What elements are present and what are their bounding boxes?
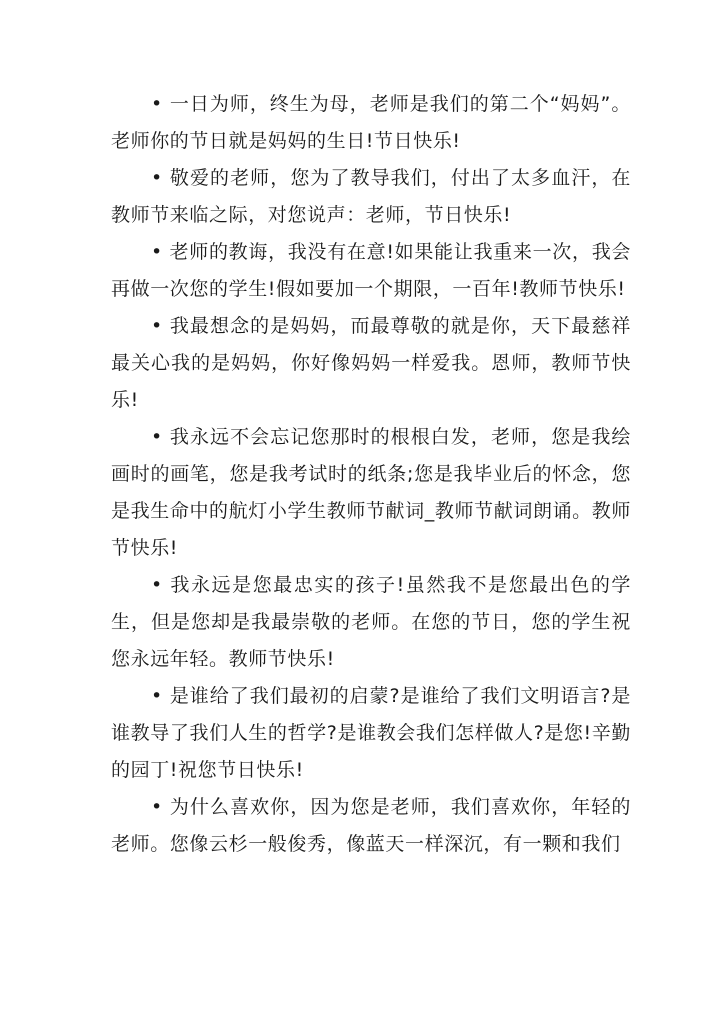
- paragraph-3: • 老师的教诲，我没有在意!如果能让我重来一次，我会再做一次您的学生!假如要加一个期限，一百年!教师节快乐!: [111, 241, 631, 300]
- paragraph-6: • 我永远是您最忠实的孩子!虽然我不是您最出色的学生，但是您却是我最崇敬的老师。在您的节日，您的学生祝您永远年轻。教师节快乐!: [111, 574, 631, 670]
- paragraph-7: • 是谁给了我们最初的启蒙?是谁给了我们文明语言?是谁教导了我们人生的哲学?是谁教会我们怎样做人?是您!辛勤的园丁!祝您节日快乐!: [111, 685, 631, 781]
- paragraph-1: • 一日为师，终生为母，老师是我们的第二个“妈妈”。老师你的节日就是妈妈的生日!节日快乐!: [111, 93, 631, 152]
- paragraph-4: • 我最想念的是妈妈，而最尊敬的就是你，天下最慈祥最关心我的是妈妈，你好像妈妈一样爱我。恩师，教师节快乐!: [111, 315, 631, 411]
- paragraph-2: • 敬爱的老师，您为了教导我们，付出了太多血汗，在教师节来临之际，对您说声：老师，节日快乐!: [111, 167, 631, 226]
- document-body: [111, 86, 631, 863]
- paragraph-5: • 我永远不会忘记您那时的根根白发，老师，您是我绘画时的画笔，您是我考试时的纸条;您是我毕业后的怀念，您是我生命中的航灯小学生教师节献词_教师节献词朗诵。教师节快乐!: [111, 426, 631, 559]
- paragraph-8: • 为什么喜欢你，因为您是老师，我们喜欢你，年轻的老师。您像云杉一般俊秀，像蓝天一样深沉，有一颗和我们: [111, 796, 631, 855]
